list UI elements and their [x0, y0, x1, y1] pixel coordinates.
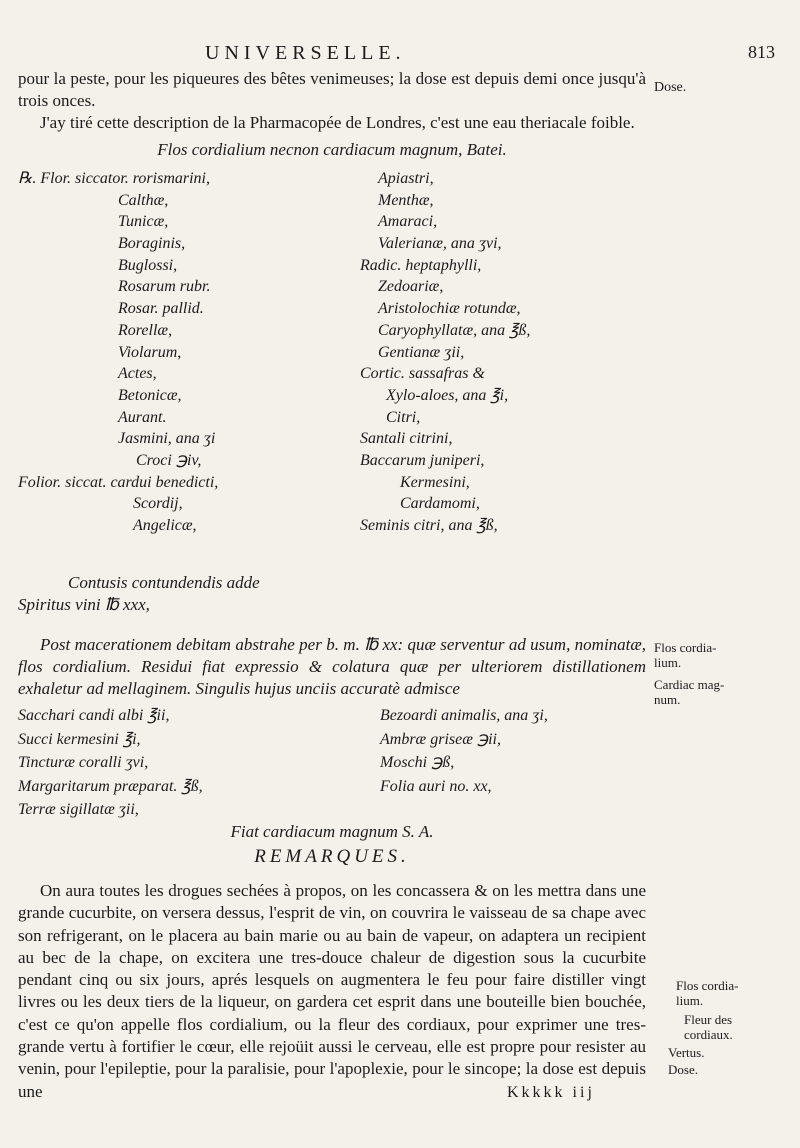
margin-note-fleur: Fleur des cordiaux.	[684, 1012, 733, 1042]
ingredient: Gentianæ ʒii,	[378, 343, 465, 361]
page-number: 813	[748, 42, 775, 62]
ingredient: Radic. heptaphylli,	[360, 256, 482, 274]
second-recipe-left	[18, 704, 203, 822]
ingredient: Bezoardi animalis, ana ʒi,	[380, 707, 548, 724]
recipe-column-left	[18, 168, 218, 537]
margin-note-flos-2: Flos cordia- lium.	[676, 978, 739, 1008]
margin-note-cardiac: Cardiac mag- num.	[654, 677, 725, 707]
remarks-section	[18, 880, 646, 1103]
ingredient: Sacchari candi albi ℥ii,	[18, 707, 170, 724]
ingredient: Folior. siccat. cardui benedicti,	[18, 473, 219, 491]
signature-mark: Kkkkk iij	[507, 1084, 595, 1101]
second-recipe	[18, 704, 646, 818]
ingredient: Santali citrini,	[360, 430, 453, 448]
ingredient: Cardamomi,	[400, 495, 480, 513]
margin-note-dose-2: Dose.	[668, 1062, 698, 1077]
ingredient: Calthæ,	[118, 191, 169, 209]
spiritus-line: Spiritus vini ℔ xxx,	[18, 595, 150, 614]
ingredient: Menthæ,	[378, 191, 434, 209]
ingredient: Xylo-aloes, ana ℥i,	[386, 386, 509, 404]
ingredient: Boraginis,	[118, 235, 186, 253]
ingredient: Angelicæ,	[133, 517, 197, 534]
fiat-line: Fiat cardiacum magnum S. A.	[230, 822, 434, 841]
ingredient: Moschi ℈ß,	[380, 754, 455, 771]
remarques-heading: REMARQUES.	[254, 846, 410, 867]
ingredient: Croci ℈iv,	[136, 451, 202, 469]
ingredient: Succi kermesini ℥i,	[18, 730, 141, 748]
margin-note-flos: Flos cordia- lium.	[654, 640, 717, 670]
contusis-line: Contusis contundendis adde	[68, 573, 260, 592]
ingredient: Seminis citri, ana ℥ß,	[360, 517, 498, 534]
ingredient: Scordij,	[133, 495, 183, 513]
ingredient: Caryophyllatæ, ana ℥ß,	[378, 321, 531, 339]
ingredient: Tunicæ,	[118, 213, 169, 231]
ingredient: Valerianæ, ana ʒvi,	[378, 235, 502, 253]
recipe-column-right	[338, 168, 530, 537]
ingredient: Actes,	[118, 365, 157, 383]
ingredient: Rosar. pallid.	[118, 300, 204, 318]
second-recipe-right	[380, 704, 548, 798]
page-body	[18, 68, 646, 1103]
ingredient: Zedoariæ,	[378, 278, 444, 296]
recipe-title: Flos cordialium necnon cardiacum magnum, Batei.	[157, 140, 507, 159]
margin-note-vertus: Vertus.	[668, 1045, 705, 1060]
ingredient: Baccarum juniperi,	[360, 451, 485, 469]
ingredient: Citri,	[386, 408, 421, 426]
ingredient: Rosarum rubr.	[118, 278, 211, 296]
ingredient: Cortic. sassafras &	[360, 365, 485, 383]
paragraph-description: J'ay tiré cette description de la Pharmacopée de Londres, c'est une eau theriacale foible.	[40, 113, 635, 132]
recipe-ingredients	[18, 168, 646, 566]
ingredient: Terræ sigillatæ ʒii,	[18, 801, 139, 818]
ingredient: Aurant.	[118, 408, 167, 426]
remarks-paragraph: On aura toutes les drogues sechées à propos, on les concassera & on les mettra dans une grande cucurbite, on versera dessus, l'esprit de vin, on couvrira le vaisseau de sa chape avec son refrigerant, on le placera au bain marie ou au bain de vapeur, on adaptera un recipient au bec de la chape, on excitera une tres-douce chaleur de digestion sous la cucurbite pendant cinq ou six jours, aprés lesquels on augmentera le feu pour faire distiller vingt livres ou les deux tiers de la liqueur, on gardera cet esprit dans une bouteille bien bouchée, c'est ce qu'on appelle flos cordialium, ou la fleur des cordiaux, pour exprimer une tres-grande vertu à fortifier le cœur, elle rejoüit aussi le cerveau, elle est propre pour resister au venin, pour l'epileptie, pour la paralisie, pour l'apoplexie, pour le sincope; la dose est depuis une	[18, 881, 646, 1101]
ingredient: Folia auri no. xx,	[380, 777, 492, 795]
margin-note-dose: Dose.	[654, 80, 687, 95]
ingredient: Buglossi,	[118, 256, 178, 274]
ingredient: Amaraci,	[378, 213, 438, 231]
running-head: UNIVERSELLE.	[205, 42, 406, 64]
paragraph-peste: pour la peste, pour les piqueures des bêtes venimeuses; la dose est depuis demi once jusqu'à trois onces.	[18, 69, 646, 110]
ingredient: Kermesini,	[400, 473, 470, 491]
ingredient: Rorellæ,	[118, 321, 173, 339]
ingredient: Tincturæ coralli ʒvi,	[18, 754, 149, 771]
ingredient: Ambræ griseæ ℈ii,	[380, 730, 501, 748]
ingredient: Margaritarum præparat. ℥ß,	[18, 777, 203, 795]
ingredient: ℞. Flor. siccator. rorismarini,	[18, 170, 210, 187]
ingredient: Aristolochiæ rotundæ,	[378, 300, 521, 318]
ingredient: Apiastri,	[378, 170, 434, 187]
ingredient: Betonicæ,	[118, 386, 182, 404]
page-header	[0, 42, 800, 66]
ingredient: Violarum,	[118, 343, 182, 361]
post-maceration-paragraph: Post macerationem debitam abstrahe per b. m. ℔ xx: quæ serventur ad usum, nominatæ, flos cordialium. Residui fiat expressio & colatura quæ per ulteriorem distillationem exhaletur ad mellaginem. Singulis hujus unciis accuratè admisce	[18, 635, 646, 698]
ingredient: Jasmini, ana ʒi	[118, 430, 216, 448]
